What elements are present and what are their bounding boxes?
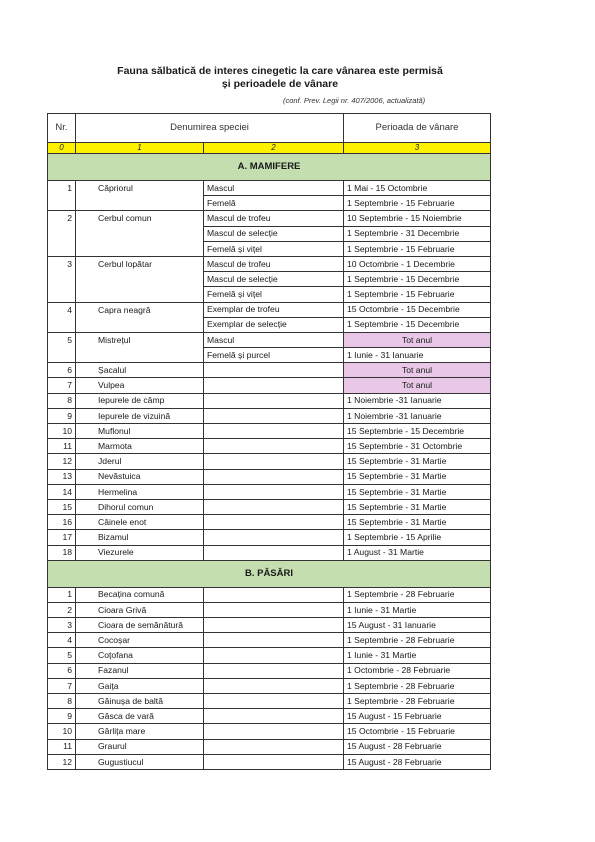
species-category (204, 739, 344, 754)
hunting-period: 1 Noiembrie -31 Ianuarie (344, 393, 491, 408)
index-cell: 0 (48, 143, 76, 154)
row-number: 13 (48, 469, 76, 484)
species-name: Șacalul (76, 363, 204, 378)
table-row (48, 754, 491, 769)
species-category: Exemplar de trofeu (204, 302, 344, 317)
species-category (204, 754, 344, 769)
row-number: 9 (48, 709, 76, 724)
species-category (204, 663, 344, 678)
table-row (48, 499, 491, 514)
species-name: Fazanul (76, 663, 204, 678)
species-category (204, 678, 344, 693)
species-category: Femelă și vițel (204, 241, 344, 256)
species-category (204, 587, 344, 602)
hunting-period: 15 Septembrie - 31 Octombrie (344, 439, 491, 454)
hunting-period: 10 Octombrie - 1 Decembrie (344, 256, 491, 271)
hunting-period: 1 Septembrie - 15 Aprilie (344, 530, 491, 545)
document-title (80, 65, 480, 91)
species-name: Marmota (76, 439, 204, 454)
table-row (48, 256, 491, 271)
table-row (48, 181, 491, 196)
species-name: Hermelina (76, 484, 204, 499)
species-category (204, 393, 344, 408)
table-row (48, 302, 491, 317)
species-name: Gâsca de vară (76, 709, 204, 724)
hunting-period: 15 August - 31 Ianuarie (344, 618, 491, 633)
species-category: Mascul (204, 332, 344, 347)
species-name: Cocoșar (76, 633, 204, 648)
table-row (48, 408, 491, 423)
row-number: 7 (48, 378, 76, 393)
table-row (48, 618, 491, 633)
species-category (204, 499, 344, 514)
row-number: 7 (48, 678, 76, 693)
table-row (48, 287, 491, 302)
species-name: Gârlița mare (76, 724, 204, 739)
hunting-period: 1 Mai - 15 Octombrie (344, 181, 491, 196)
species-name: Vulpea (76, 378, 204, 393)
species-name: Cerbul comun (76, 211, 204, 226)
table-row (48, 709, 491, 724)
header-species: Denumirea speciei (76, 114, 344, 143)
species-category (204, 424, 344, 439)
species-category (204, 618, 344, 633)
row-number (48, 226, 76, 241)
hunting-period: 15 Septembrie - 31 Martie (344, 515, 491, 530)
row-number: 11 (48, 439, 76, 454)
species-name: Nevăstuica (76, 469, 204, 484)
row-number: 1 (48, 587, 76, 602)
species-category (204, 439, 344, 454)
species-name: Jderul (76, 454, 204, 469)
row-number: 18 (48, 545, 76, 560)
hunting-period: 15 Septembrie - 31 Martie (344, 499, 491, 514)
species-name: Câinele enot (76, 515, 204, 530)
row-number: 3 (48, 618, 76, 633)
hunting-period: 1 Iunie - 31 Martie (344, 602, 491, 617)
table-row (48, 226, 491, 241)
hunting-period: Tot anul (344, 363, 491, 378)
row-number: 12 (48, 454, 76, 469)
hunting-period: 1 Septembrie - 28 Februarie (344, 694, 491, 709)
table-row (48, 648, 491, 663)
species-category (204, 515, 344, 530)
species-category: Mascul de selecție (204, 226, 344, 241)
hunting-period: 15 August - 15 Februarie (344, 709, 491, 724)
title-line-1: Fauna sălbatică de interes cinegetic la care vânarea este permisă (117, 65, 443, 77)
species-category (204, 484, 344, 499)
row-number: 17 (48, 530, 76, 545)
hunting-period: 1 Septembrie - 28 Februarie (344, 678, 491, 693)
species-category (204, 530, 344, 545)
table-row (48, 694, 491, 709)
row-number (48, 287, 76, 302)
species-category (204, 648, 344, 663)
legal-note: (conf. Prev. Legii nr. 407/2006, actualizată) (283, 96, 426, 105)
hunting-period: 10 Septembrie - 15 Noiembrie (344, 211, 491, 226)
hunting-period: 1 Septembrie - 15 Decembrie (344, 272, 491, 287)
table-row (48, 724, 491, 739)
species-category (204, 454, 344, 469)
species-name: Viezurele (76, 545, 204, 560)
species-category (204, 545, 344, 560)
species-category (204, 469, 344, 484)
hunting-period: Tot anul (344, 378, 491, 393)
species-category (204, 724, 344, 739)
table-row (48, 602, 491, 617)
table-row (48, 272, 491, 287)
header-period: Perioada de vânare (344, 114, 491, 143)
row-number (48, 241, 76, 256)
row-number: 15 (48, 499, 76, 514)
row-number: 12 (48, 754, 76, 769)
table-row (48, 515, 491, 530)
hunting-period: 15 Septembrie - 31 Martie (344, 454, 491, 469)
hunting-period: Tot anul (344, 332, 491, 347)
table-row (48, 663, 491, 678)
index-cell: 3 (344, 143, 491, 154)
hunting-period: 1 Iunie - 31 Martie (344, 648, 491, 663)
species-name: Gaița (76, 678, 204, 693)
index-cell: 2 (204, 143, 344, 154)
row-number: 10 (48, 424, 76, 439)
section-row (48, 560, 491, 587)
species-category: Femelă și purcel (204, 348, 344, 363)
species-category (204, 694, 344, 709)
index-row (48, 143, 491, 154)
species-category (204, 378, 344, 393)
species-category: Mascul de trofeu (204, 256, 344, 271)
hunting-period: 15 August - 28 Februarie (344, 739, 491, 754)
header-nr: Nr. (48, 114, 76, 143)
table-row (48, 332, 491, 347)
hunting-period: 1 Octombrie - 28 Februarie (344, 663, 491, 678)
species-category (204, 363, 344, 378)
table-row (48, 633, 491, 648)
table-row (48, 454, 491, 469)
row-number: 8 (48, 393, 76, 408)
species-name: Mistrețul (76, 332, 204, 347)
index-cell: 1 (76, 143, 204, 154)
species-category: Mascul de selecție (204, 272, 344, 287)
table-row (48, 587, 491, 602)
title-line-2: și perioadele de vânare (221, 78, 339, 90)
species-category (204, 602, 344, 617)
species-name: Graurul (76, 739, 204, 754)
hunting-period: 15 Septembrie - 31 Martie (344, 484, 491, 499)
species-name (76, 348, 204, 363)
table-row (48, 196, 491, 211)
row-number: 9 (48, 408, 76, 423)
species-name: Capra neagră (76, 302, 204, 317)
hunting-period: 15 August - 28 Februarie (344, 754, 491, 769)
species-name: Bizamul (76, 530, 204, 545)
row-number: 8 (48, 694, 76, 709)
species-name: Coțofana (76, 648, 204, 663)
species-name (76, 317, 204, 332)
row-number: 4 (48, 633, 76, 648)
species-category: Mascul de trofeu (204, 211, 344, 226)
species-category (204, 633, 344, 648)
species-name (76, 241, 204, 256)
row-number: 5 (48, 648, 76, 663)
row-number (48, 317, 76, 332)
row-number: 1 (48, 181, 76, 196)
species-category: Exemplar de selecție (204, 317, 344, 332)
row-number: 2 (48, 602, 76, 617)
hunting-period: 1 Septembrie - 31 Decembrie (344, 226, 491, 241)
row-number: 3 (48, 256, 76, 271)
table-row (48, 241, 491, 256)
hunting-period: 1 Septembrie - 15 Decembrie (344, 317, 491, 332)
hunting-period: 1 Septembrie - 28 Februarie (344, 587, 491, 602)
table-row (48, 363, 491, 378)
hunting-period: 1 August - 31 Martie (344, 545, 491, 560)
table-row (48, 211, 491, 226)
hunting-period: 1 Septembrie - 28 Februarie (344, 633, 491, 648)
species-name: Cerbul lopătar (76, 256, 204, 271)
species-category (204, 408, 344, 423)
row-number: 10 (48, 724, 76, 739)
table-row (48, 678, 491, 693)
header-row (48, 114, 491, 143)
row-number: 16 (48, 515, 76, 530)
row-number: 6 (48, 363, 76, 378)
table-row (48, 424, 491, 439)
species-category (204, 709, 344, 724)
hunting-periods-table (47, 113, 491, 770)
species-name: Cioara Grivă (76, 602, 204, 617)
row-number: 14 (48, 484, 76, 499)
species-name: Găinușa de baltă (76, 694, 204, 709)
hunting-period: 15 Octombrie - 15 Februarie (344, 724, 491, 739)
hunting-period: 1 Iunie - 31 Ianuarie (344, 348, 491, 363)
species-name: Iepurele de câmp (76, 393, 204, 408)
hunting-period: 1 Noiembrie -31 Ianuarie (344, 408, 491, 423)
section-title: B. PĂSĂRI (48, 560, 491, 587)
table-row (48, 348, 491, 363)
hunting-period: 15 Octombrie - 15 Decembrie (344, 302, 491, 317)
row-number (48, 196, 76, 211)
row-number (48, 272, 76, 287)
row-number: 4 (48, 302, 76, 317)
hunting-period: 1 Septembrie - 15 Februarie (344, 196, 491, 211)
table-row (48, 484, 491, 499)
species-name: Cioara de semănătură (76, 618, 204, 633)
row-number: 11 (48, 739, 76, 754)
species-name: Iepurele de vizuină (76, 408, 204, 423)
hunting-period: 1 Septembrie - 15 Februarie (344, 287, 491, 302)
hunting-period: 15 Septembrie - 15 Decembrie (344, 424, 491, 439)
table-row (48, 439, 491, 454)
row-number: 2 (48, 211, 76, 226)
species-name (76, 226, 204, 241)
hunting-period: 15 Septembrie - 31 Martie (344, 469, 491, 484)
species-name: Muflonul (76, 424, 204, 439)
table-row (48, 739, 491, 754)
species-name: Dihorul comun (76, 499, 204, 514)
row-number: 5 (48, 332, 76, 347)
species-name: Căpriorul (76, 181, 204, 196)
table-row (48, 530, 491, 545)
species-name: Gugustiucul (76, 754, 204, 769)
species-name (76, 272, 204, 287)
species-name (76, 287, 204, 302)
species-category: Femelă și vițel (204, 287, 344, 302)
row-number: 6 (48, 663, 76, 678)
species-category: Femelă (204, 196, 344, 211)
hunting-period: 1 Septembrie - 15 Februarie (344, 241, 491, 256)
species-name: Becațina comună (76, 587, 204, 602)
species-name (76, 196, 204, 211)
section-title: A. MAMIFERE (48, 154, 491, 181)
table-row (48, 317, 491, 332)
row-number (48, 348, 76, 363)
species-category: Mascul (204, 181, 344, 196)
table-row (48, 469, 491, 484)
table-row (48, 378, 491, 393)
table-row (48, 393, 491, 408)
table-row (48, 545, 491, 560)
section-row (48, 154, 491, 181)
